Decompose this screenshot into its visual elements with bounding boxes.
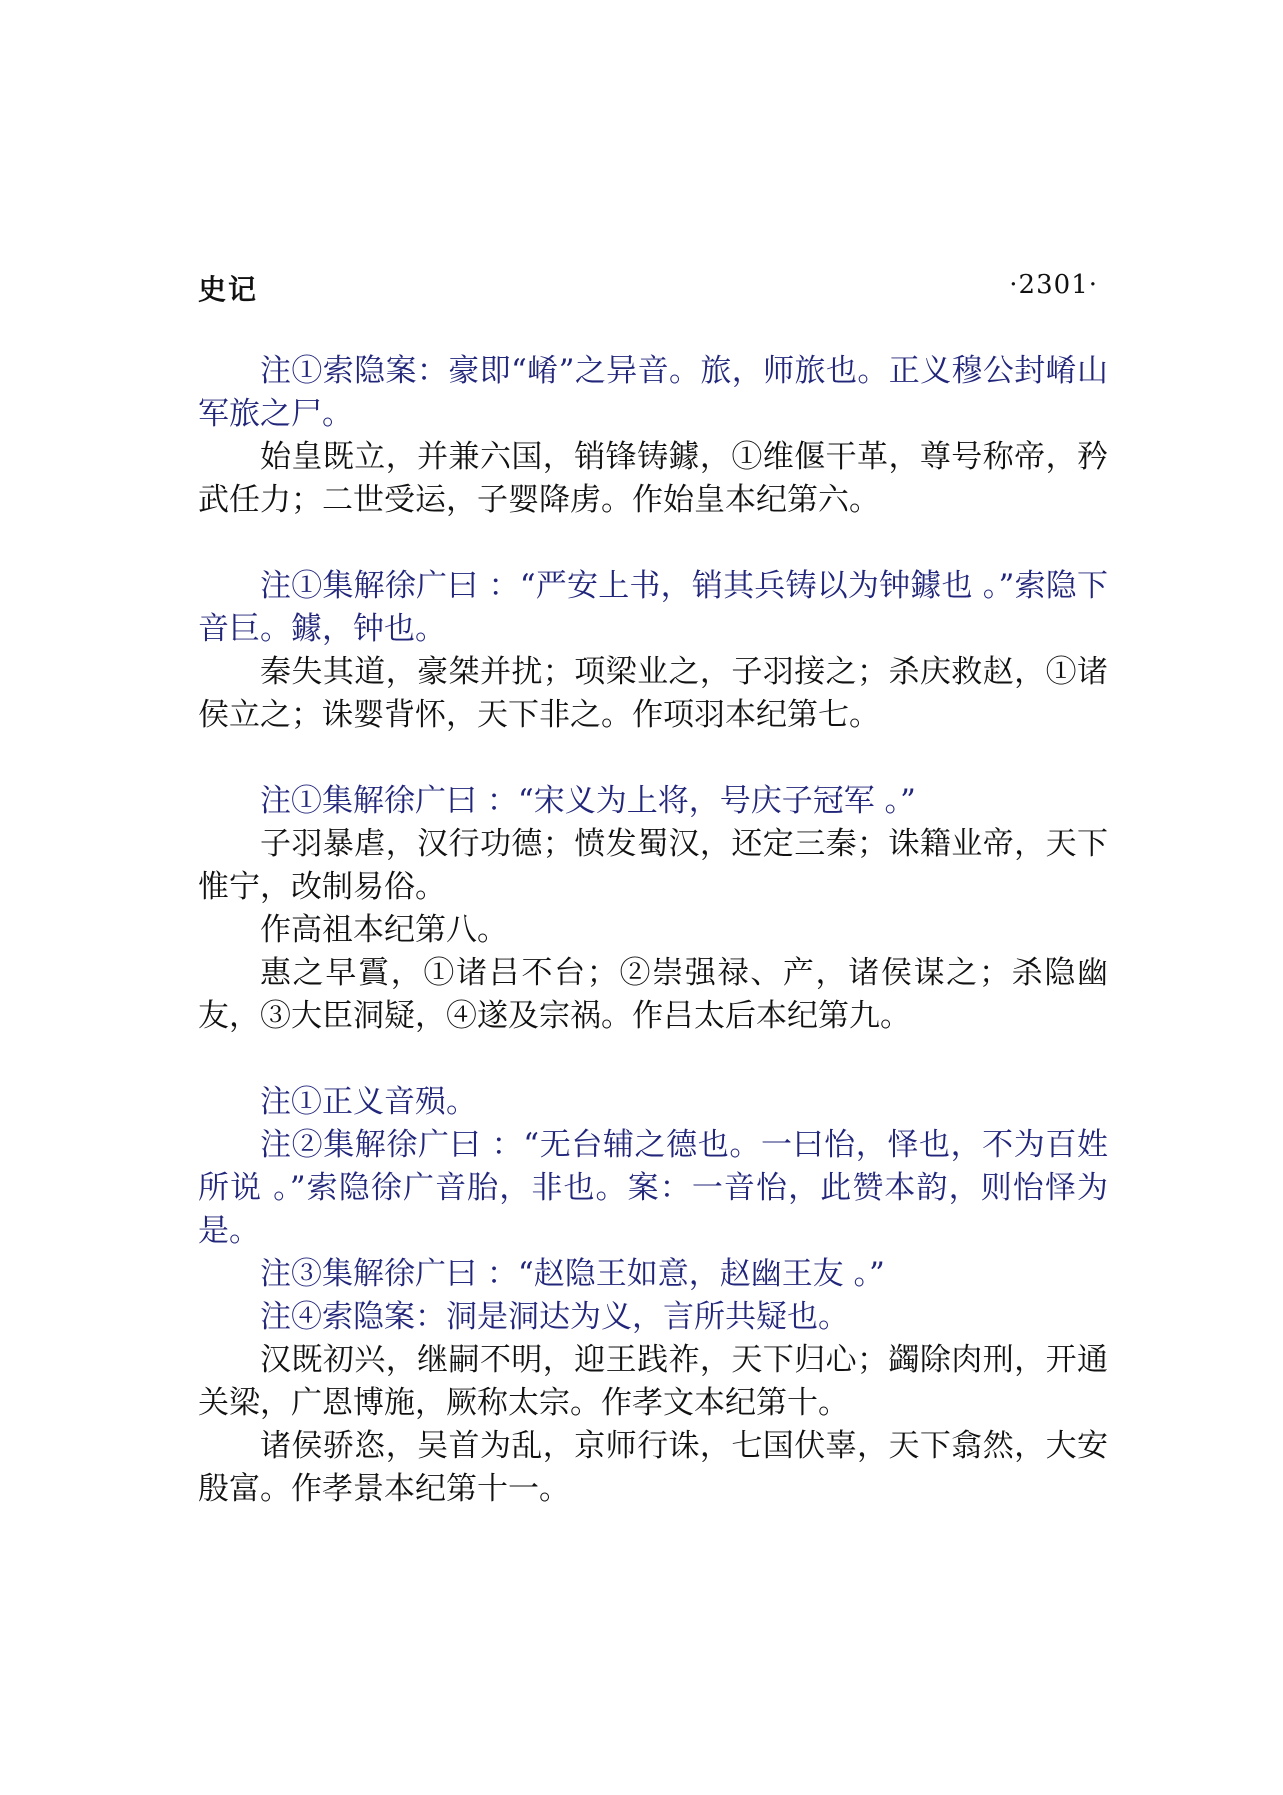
page-number: ·2301· [1009, 270, 1098, 300]
body-paragraph: 汉既初兴，继嗣不明，迎王践祚，天下归心；蠲除肉刑，开通关梁，广恩博施，厥称太宗。作孝文本纪第十。 [198, 1342, 1108, 1421]
annotation-paragraph: 注①集解徐广曰 ：“严安上书，销其兵铸以为钟鐻也 。”索隐下音巨。鐻，钟也。 [198, 568, 1108, 647]
annotation-paragraph: 注④索隐案：洞是洞达为义，言所共疑也。 [260, 1299, 849, 1335]
body-paragraph: 惠之早霣，①诸吕不台；②崇强禄、产，诸侯谋之；杀隐幽友，③大臣洞疑，④遂及宗祸。作吕太后本纪第九。 [198, 955, 1108, 1034]
page-content [198, 350, 1108, 1511]
body-paragraph: 作高祖本纪第八。 [260, 912, 508, 948]
annotation-paragraph: 注①集解徐广曰 ：“宋义为上将，号庆子冠军 。” [260, 783, 916, 819]
annotation-paragraph: 注①正义音殒。 [260, 1084, 477, 1120]
annotation-paragraph: 注①索隐案：豪即“崤”之异音。旅，师旅也。正义穆公封崤山军旅之尸。 [198, 353, 1108, 432]
annotation-paragraph: 注②集解徐广曰 ：“无台辅之德也。一曰怡，怿也，不为百姓所说 。”索隐徐广音胎，非也。案：一音怡，此赞本韵，则怡怿为是。 [198, 1127, 1108, 1249]
page-header [198, 268, 1098, 312]
book-title: 史记 [198, 273, 259, 306]
body-paragraph: 始皇既立，并兼六国，销锋铸鐻，①维偃干革，尊号称帝，矜武任力；二世受运，子婴降虏。作始皇本纪第六。 [198, 439, 1108, 518]
body-paragraph: 秦失其道，豪桀并扰；项梁业之，子羽接之；杀庆救赵，①诸侯立之；诛婴背怀，天下非之。作项羽本纪第七。 [198, 654, 1108, 733]
body-paragraph: 诸侯骄恣，吴首为乱，京师行诛，七国伏辜，天下翕然，大安殷富。作孝景本纪第十一。 [198, 1428, 1108, 1507]
annotation-paragraph: 注③集解徐广曰 ：“赵隐王如意，赵幽王友 。” [260, 1256, 885, 1292]
body-paragraph: 子羽暴虐，汉行功德；愤发蜀汉，还定三秦；诛籍业帝，天下惟宁，改制易俗。 [198, 826, 1108, 905]
